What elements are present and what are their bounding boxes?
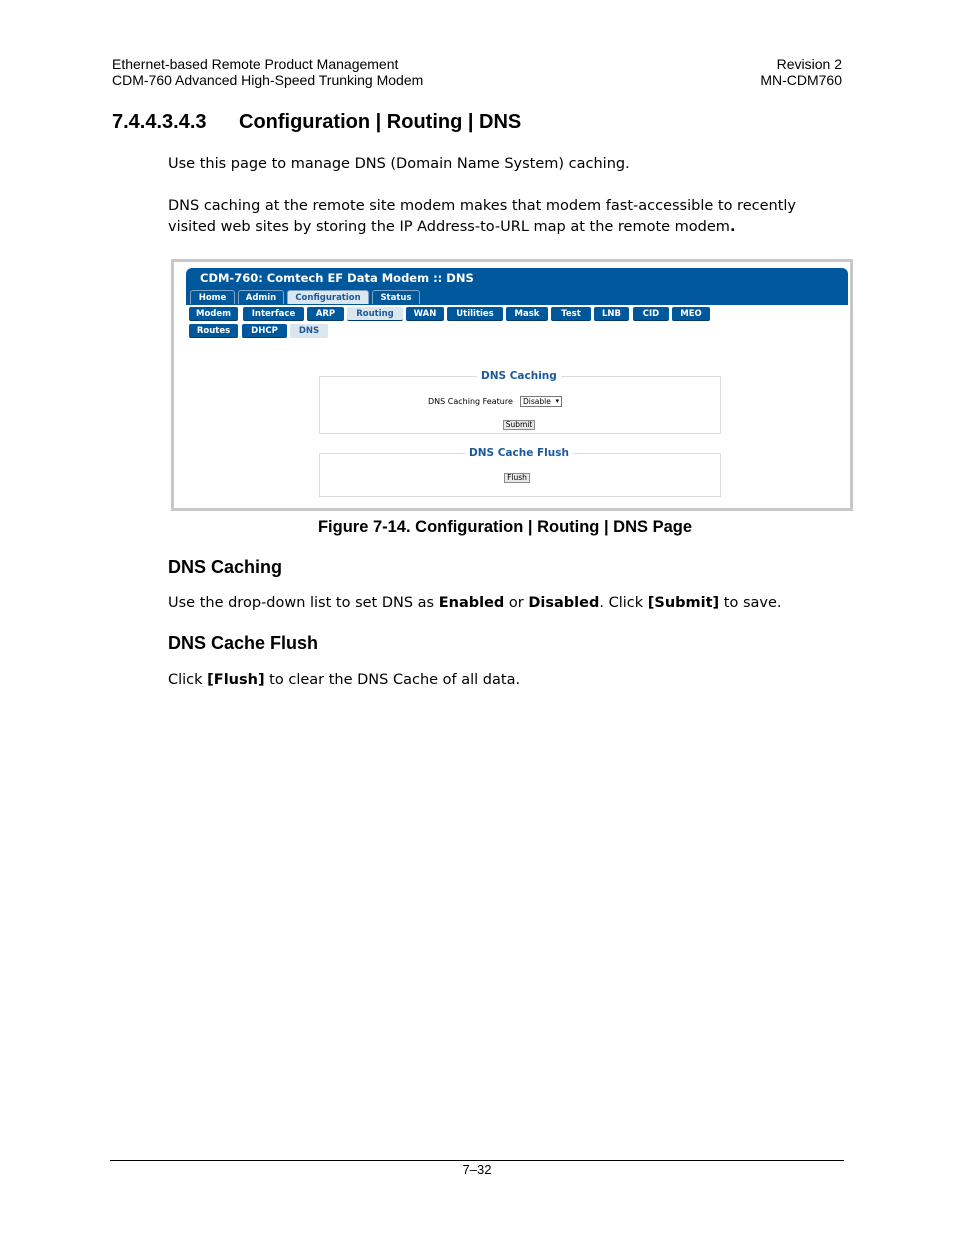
tab-modem[interactable]: Modem	[189, 307, 238, 321]
tab-home[interactable]: Home	[190, 290, 235, 304]
tab-configuration[interactable]: Configuration	[287, 290, 369, 304]
section-title	[112, 111, 521, 134]
dns-caching-legend: DNS Caching	[477, 370, 561, 382]
web-ui	[186, 268, 848, 500]
header-manual-number: MN-CDM760	[760, 72, 842, 88]
page-number: 7–32	[462, 1162, 492, 1177]
dns-caching-text-1: Use the drop-down list to set DNS as	[168, 595, 439, 611]
figure-screenshot	[171, 259, 853, 511]
tab-dhcp[interactable]: DHCP	[242, 324, 287, 338]
tab-routes[interactable]: Routes	[189, 324, 238, 338]
top-nav-bar	[186, 288, 848, 305]
tab-status[interactable]: Status	[372, 290, 420, 304]
dns-caching-feature-label: DNS Caching Feature	[428, 397, 513, 406]
header-revision: Revision 2	[776, 56, 842, 72]
footer-divider	[110, 1160, 844, 1161]
tab-routing[interactable]: Routing	[347, 307, 403, 321]
dns-cache-flush-heading: DNS Cache Flush	[168, 633, 319, 653]
flush-button[interactable]: Flush	[504, 473, 530, 483]
dns-caching-paragraph	[168, 593, 848, 614]
dns-caching-select-value: Disable	[523, 397, 551, 406]
section-number: 7.4.4.3.4.3	[112, 111, 207, 133]
tab-test[interactable]: Test	[551, 307, 591, 321]
dns-flush-text-1: Click	[168, 672, 208, 688]
tab-cid[interactable]: CID	[633, 307, 669, 321]
intro-paragraph-2	[168, 196, 848, 238]
tab-utilities[interactable]: Utilities	[447, 307, 503, 321]
dns-flush-bold-flush: [Flush]	[207, 672, 265, 688]
tab-lnb[interactable]: LNB	[594, 307, 629, 321]
tab-interface[interactable]: Interface	[243, 307, 304, 321]
dns-cache-flush-legend: DNS Cache Flush	[465, 447, 573, 459]
header-product-name: CDM-760 Advanced High-Speed Trunking Modem	[112, 72, 424, 88]
submit-button[interactable]: Submit	[503, 420, 535, 430]
dns-caching-bold-disabled: Disabled	[528, 595, 600, 611]
header-right	[760, 56, 842, 88]
header-left	[112, 56, 423, 88]
dns-caching-heading: DNS Caching	[168, 557, 283, 577]
section-heading: Configuration | Routing | DNS	[239, 111, 522, 133]
intro-paragraph-2-period: .	[729, 219, 736, 235]
dns-cache-flush-paragraph	[168, 670, 848, 691]
tab-admin[interactable]: Admin	[238, 290, 284, 304]
figure-caption: Figure 7-14. Configuration | Routing | DNS Page	[317, 518, 693, 536]
dns-caching-text-3: . Click	[599, 595, 648, 611]
chevron-down-icon: ▾	[555, 397, 559, 405]
dns-caching-text-4: to save.	[719, 595, 782, 611]
tab-meo[interactable]: MEO	[672, 307, 710, 321]
intro-paragraph-2-text: DNS caching at the remote site modem makes that modem fast-accessible to recently visited web sites by storing the IP Address-to-URL map at the remote modem	[168, 198, 796, 235]
header-doc-title: Ethernet-based Remote Product Management	[112, 56, 399, 72]
intro-paragraph-1: Use this page to manage DNS (Domain Name System) caching.	[168, 156, 630, 172]
tab-dns[interactable]: DNS	[290, 324, 328, 338]
window-title: CDM-760: Comtech EF Data Modem :: DNS	[186, 268, 848, 288]
tab-arp[interactable]: ARP	[307, 307, 344, 321]
dns-caching-text-2: or	[504, 595, 529, 611]
dns-caching-select[interactable]	[520, 396, 562, 407]
dns-caching-bold-enabled: Enabled	[438, 595, 505, 611]
dns-caching-bold-submit: [Submit]	[647, 595, 720, 611]
tab-wan[interactable]: WAN	[406, 307, 444, 321]
tab-mask[interactable]: Mask	[506, 307, 548, 321]
dns-flush-text-2: to clear the DNS Cache of all data.	[264, 672, 521, 688]
